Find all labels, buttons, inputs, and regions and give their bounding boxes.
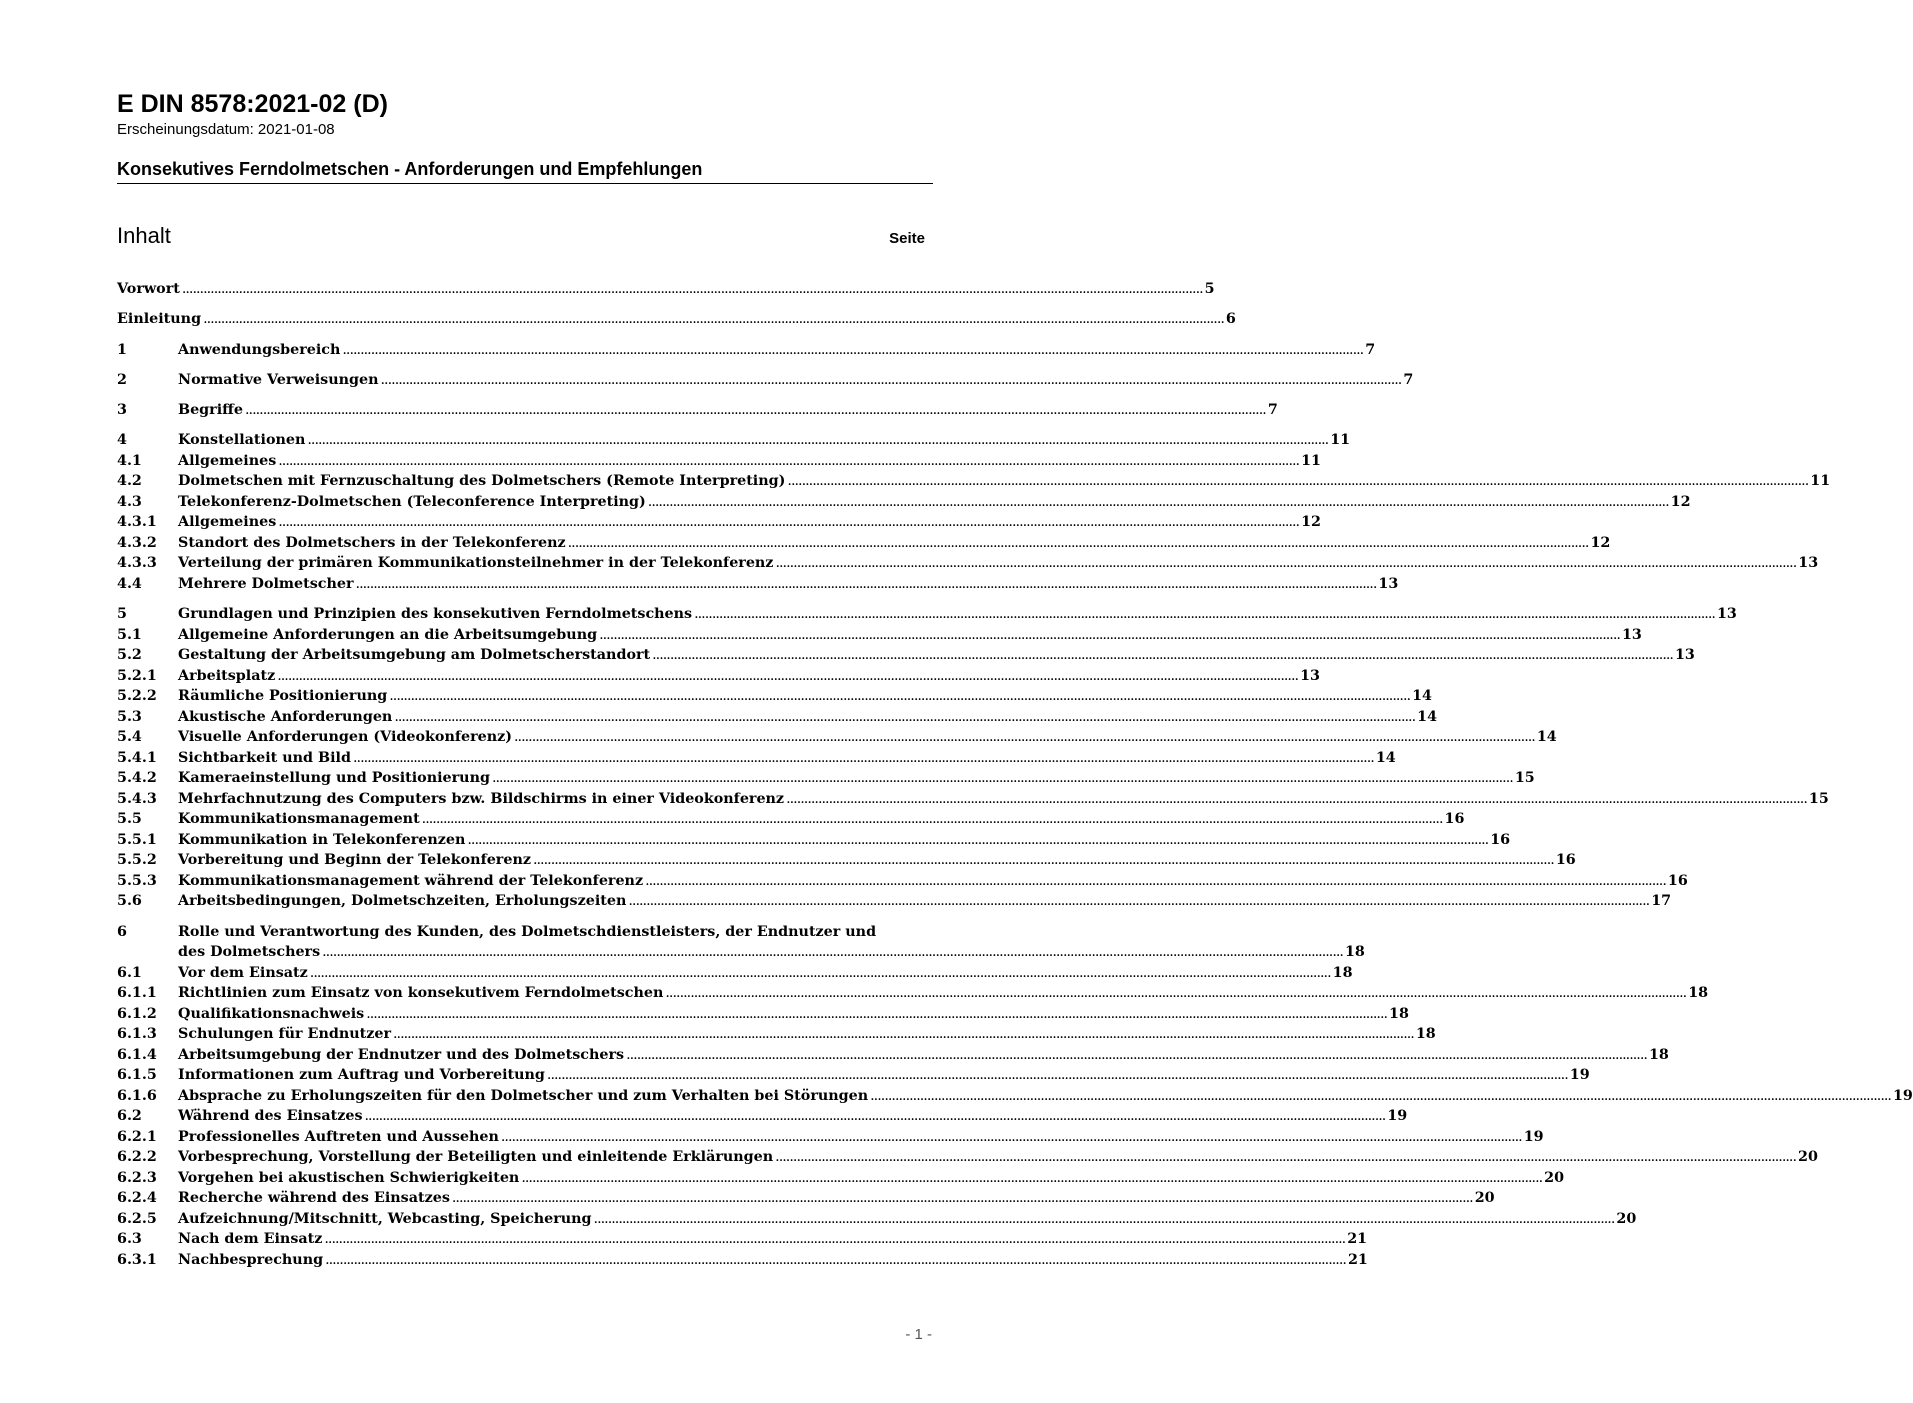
toc-entry-title-line2: des Dolmetschers — [178, 944, 321, 961]
toc-entry-page: 19 — [1569, 1067, 1590, 1084]
toc-entry-title: Visuelle Anforderungen (Videokonferenz) — [178, 729, 512, 746]
toc-entry-title: Normative Verweisungen — [178, 371, 379, 388]
toc-entry-number: 4.3.2 — [117, 534, 157, 551]
dot-leader — [648, 492, 1669, 513]
toc-entry[interactable] — [117, 707, 1438, 728]
toc-entry-page: 7 — [1267, 402, 1278, 419]
toc-entry[interactable] — [117, 768, 1535, 789]
toc-entry-page: 11 — [1330, 432, 1351, 449]
toc-entry[interactable] — [117, 533, 1611, 554]
dot-leader — [389, 686, 1410, 707]
toc-entry-page: 18 — [1688, 985, 1709, 1002]
toc-entry[interactable] — [117, 604, 1737, 625]
page-number: - 1 - — [905, 1326, 932, 1343]
publication-date: Erscheinungsdatum: 2021-01-08 — [117, 121, 335, 138]
toc-entry-title-line1: Rolle und Verantwortung des Kunden, des Dolmetschdienstleisters, der Endnutzer und — [178, 923, 877, 940]
toc-entry-title: Allgemeines — [178, 452, 277, 469]
toc-entry-page: 19 — [1387, 1108, 1408, 1125]
toc-entry[interactable] — [117, 666, 1320, 687]
toc-entry-title: Qualifikationsnachweis — [178, 1005, 365, 1022]
dot-leader — [324, 1229, 1345, 1250]
toc-entry-title: Kommunikationsmanagement während der Telekonferenz — [178, 872, 644, 889]
toc-entry-page: 14 — [1536, 729, 1557, 746]
dot-leader — [568, 533, 1589, 554]
toc-entry[interactable] — [117, 400, 1278, 421]
toc-entry-page: 12 — [1670, 493, 1691, 510]
toc-entry-title: Vorwort — [117, 281, 180, 297]
toc-entry-page: 19 — [1523, 1128, 1544, 1145]
toc-entry-title: Räumliche Positionierung — [178, 688, 388, 705]
toc-entry-page: 18 — [1415, 1026, 1436, 1043]
dot-leader — [245, 400, 1266, 421]
toc-entry-title: Schulungen für Endnutzer — [178, 1026, 391, 1043]
toc-entry-page: 7 — [1365, 341, 1376, 358]
toc-entry-number: 5.5 — [117, 811, 142, 828]
toc-entry-page: 21 — [1347, 1251, 1368, 1268]
toc-entry-title: Mehrere Dolmetscher — [178, 575, 354, 592]
toc-entry-page: 15 — [1514, 770, 1535, 787]
dot-leader — [599, 625, 1620, 646]
toc-entry[interactable] — [117, 1004, 1409, 1025]
toc-entry-title: Begriffe — [178, 402, 243, 419]
toc-entry-page: 12 — [1301, 514, 1321, 531]
toc-entry-page: 11 — [1810, 473, 1831, 490]
toc-entry[interactable] — [117, 1127, 1544, 1148]
toc-entry[interactable] — [117, 1065, 1590, 1086]
toc-entry-page: 18 — [1389, 1005, 1409, 1022]
dot-leader — [307, 430, 1328, 451]
toc-entry[interactable] — [117, 1168, 1565, 1189]
toc-entry-number: 5.5.1 — [117, 831, 157, 848]
toc-entry[interactable] — [117, 574, 1399, 595]
toc-entry-page: 20 — [1616, 1210, 1637, 1227]
dot-leader — [652, 645, 1673, 666]
toc-entry[interactable] — [117, 871, 1688, 892]
dot-leader — [278, 451, 1299, 472]
dot-leader — [394, 707, 1415, 728]
toc-entry-number: 4.4 — [117, 575, 142, 592]
toc-entry-page: 18 — [1332, 964, 1353, 981]
dot-leader — [381, 370, 1402, 391]
toc-entry-page: 5 — [1204, 281, 1215, 297]
dot-leader — [310, 963, 1331, 984]
toc-entry-page: 11 — [1301, 452, 1321, 469]
dot-leader — [452, 1188, 1473, 1209]
toc-entry[interactable] — [117, 850, 1576, 871]
toc-entry-number: 4 — [117, 432, 127, 449]
toc-entry-number: 6.3 — [117, 1231, 142, 1248]
dot-leader — [501, 1127, 1522, 1148]
toc-entry-number: 5.3 — [117, 708, 142, 725]
toc-entry-number: 6.1.2 — [117, 1005, 157, 1022]
dot-leader — [628, 891, 1649, 912]
dot-leader — [694, 604, 1715, 625]
toc-entry-title: Standort des Dolmetschers in der Telekonferenz — [178, 534, 566, 551]
toc-entry-title: Einleitung — [117, 311, 202, 328]
toc-entry[interactable] — [117, 1229, 1368, 1250]
toc-entry[interactable] — [117, 1250, 1368, 1271]
toc-entry-title: Telekonferenz-Dolmetschen (Teleconference Interpreting) — [178, 493, 646, 510]
toc-entry-page: 16 — [1555, 852, 1576, 869]
toc-entry-number: 5 — [117, 606, 127, 623]
toc-entry-number: 5.6 — [117, 893, 142, 910]
toc-entry-title: Richtlinien zum Einsatz von konsekutivem Ferndolmetschen — [178, 985, 664, 1002]
toc-entry-number: 5.2.1 — [117, 667, 157, 684]
dot-leader — [393, 1024, 1414, 1045]
toc-entry-page: 15 — [1808, 790, 1829, 807]
toc-entry-number: 2 — [117, 371, 127, 388]
toc-entry[interactable] — [117, 809, 1465, 830]
toc-entry-number: 6.1 — [117, 964, 142, 981]
toc-entry-number: 6.2.5 — [117, 1210, 157, 1227]
toc-entry[interactable] — [117, 963, 1353, 984]
toc-entry-title: Professionelles Auftreten und Aussehen — [178, 1128, 499, 1145]
toc-entry-page: 20 — [1544, 1169, 1565, 1186]
toc-entry-page: 13 — [1621, 626, 1642, 643]
toc-entry-title: Absprache zu Erholungszeiten für den Dolmetscher und zum Verhalten bei Störungen — [178, 1087, 869, 1104]
dot-leader — [521, 1168, 1542, 1189]
dot-leader — [365, 1106, 1386, 1127]
toc-entry-title: Gestaltung der Arbeitsumgebung am Dolmetscherstandort — [178, 647, 651, 664]
toc-entry-number: 4.3.3 — [117, 555, 157, 572]
toc-entry[interactable] — [117, 645, 1695, 666]
toc-entry-title: Arbeitsbedingungen, Dolmetschzeiten, Erholungszeiten — [178, 893, 627, 910]
toc-entry[interactable] — [117, 1024, 1436, 1045]
toc-entry-number: 5.4.2 — [117, 770, 157, 787]
toc-entry-page: 6 — [1225, 311, 1236, 328]
toc-entry[interactable] — [117, 370, 1414, 391]
toc-heading: Inhalt — [117, 223, 171, 248]
toc-entry[interactable] — [117, 922, 1365, 963]
toc-entry-title: Aufzeichnung/Mitschnitt, Webcasting, Speicherung — [178, 1210, 592, 1227]
dot-leader — [322, 942, 1343, 963]
toc-entry-number: 6.1.3 — [117, 1026, 157, 1043]
toc-entry-number: 4.1 — [117, 452, 142, 469]
toc-entry-page: 17 — [1651, 893, 1672, 910]
toc-entry-page: 16 — [1667, 872, 1688, 889]
toc-entry-number: 6.1.1 — [117, 985, 157, 1002]
toc-entry-title: Arbeitsumgebung der Endnutzer und des Dolmetschers — [178, 1046, 625, 1063]
toc-entry-page: 20 — [1798, 1149, 1818, 1166]
toc-entry-title: Dolmetschen mit Fernzuschaltung des Dolmetschers (Remote Interpreting) — [178, 473, 786, 490]
dot-leader — [356, 574, 1377, 595]
toc-entry[interactable] — [117, 553, 1819, 574]
toc-entry-page: 14 — [1375, 749, 1396, 766]
toc-entry-number: 6.1.5 — [117, 1067, 157, 1084]
toc-entry-page: 16 — [1444, 811, 1465, 828]
toc-entry-page: 12 — [1590, 534, 1611, 551]
dot-leader — [467, 830, 1488, 851]
dot-leader — [665, 983, 1686, 1004]
toc-entry-title: Anwendungsbereich — [178, 341, 341, 358]
toc-entry-title: Kommunikation in Telekonferenzen — [178, 831, 466, 848]
toc-entry[interactable] — [117, 430, 1351, 451]
toc-entry[interactable] — [117, 512, 1321, 533]
dot-leader — [533, 850, 1554, 871]
dot-leader — [870, 1086, 1891, 1107]
toc-entry-page: 18 — [1344, 944, 1365, 961]
dot-leader — [353, 748, 1374, 769]
toc-entry-number: 6.1.6 — [117, 1087, 157, 1104]
toc-entry-page: 19 — [1892, 1087, 1913, 1104]
toc-entry-number: 5.5.2 — [117, 852, 157, 869]
toc-entry-number: 6.2.1 — [117, 1128, 157, 1145]
toc-entry-title: Vorgehen bei akustischen Schwierigkeiten — [178, 1169, 520, 1186]
toc-entry[interactable] — [117, 340, 1376, 361]
toc-entry-number: 5.5.3 — [117, 872, 157, 889]
toc-entry-title: Konstellationen — [178, 432, 306, 449]
toc-entry-number: 6 — [117, 923, 127, 940]
toc-entry-title: Allgemeine Anforderungen an die Arbeitsumgebung — [178, 626, 598, 643]
dot-leader — [594, 1209, 1615, 1230]
dot-leader — [775, 553, 1796, 574]
toc-entry-number: 6.2.2 — [117, 1149, 157, 1166]
toc-entry-page: 13 — [1716, 606, 1737, 623]
dot-leader — [182, 279, 1203, 300]
toc-entry-number: 6.2.4 — [117, 1190, 157, 1207]
header-divider — [117, 183, 933, 184]
toc-entry-title: Akustische Anforderungen — [178, 708, 393, 725]
toc-entry-page: 14 — [1417, 708, 1438, 725]
dot-leader — [277, 666, 1298, 687]
toc-entry-number: 3 — [117, 402, 127, 419]
toc-entry[interactable] — [117, 1188, 1495, 1209]
dot-leader — [645, 871, 1666, 892]
toc-entry-title: Vorbesprechung, Vorstellung der Beteiligten und einleitende Erklärungen — [178, 1149, 774, 1166]
toc-entry[interactable] — [117, 686, 1432, 707]
toc-entry-page: 14 — [1412, 688, 1432, 705]
toc-entry[interactable] — [117, 309, 1236, 330]
toc-entry-title: Nach dem Einsatz — [178, 1231, 323, 1248]
toc-entry[interactable] — [117, 471, 1831, 492]
toc-entry[interactable] — [117, 1209, 1637, 1230]
toc-entry-page: 16 — [1490, 831, 1511, 848]
toc-entry[interactable] — [117, 789, 1829, 810]
dot-leader — [492, 768, 1513, 789]
dot-leader — [342, 340, 1363, 361]
table-of-contents — [117, 279, 1913, 1270]
toc-entry[interactable] — [117, 1147, 1818, 1168]
toc-entry-number: 6.2.3 — [117, 1169, 157, 1186]
toc-entry-page: 20 — [1474, 1190, 1495, 1207]
toc-entry-page: 13 — [1378, 575, 1399, 592]
dot-leader — [775, 1147, 1796, 1168]
toc-entry-number: 1 — [117, 341, 127, 358]
toc-entry-page: 18 — [1648, 1046, 1669, 1063]
dot-leader — [203, 309, 1224, 330]
toc-entry[interactable] — [117, 451, 1321, 472]
toc-entry-number: 5.1 — [117, 626, 142, 643]
toc-entry-number: 4.2 — [117, 473, 142, 490]
toc-entry-number: 4.3 — [117, 493, 142, 510]
toc-entry[interactable] — [117, 492, 1691, 513]
toc-entry-number: 6.1.4 — [117, 1046, 157, 1063]
dot-leader — [786, 789, 1807, 810]
toc-entry-title: Nachbesprechung — [178, 1251, 324, 1268]
toc-entry-number: 4.3.1 — [117, 514, 157, 531]
dot-leader — [366, 1004, 1387, 1025]
toc-entry[interactable] — [117, 1086, 1913, 1107]
toc-entry[interactable] — [117, 1045, 1669, 1066]
dot-leader — [787, 471, 1808, 492]
toc-entry[interactable] — [117, 748, 1396, 769]
toc-entry-title: Recherche während des Einsatzes — [178, 1190, 450, 1207]
toc-entry-title: Mehrfachnutzung des Computers bzw. Bildschirms in einer Videokonferenz — [178, 790, 785, 807]
dot-leader — [422, 809, 1443, 830]
dot-leader — [325, 1250, 1346, 1271]
dot-leader — [547, 1065, 1568, 1086]
toc-entry-number: 5.4 — [117, 729, 142, 746]
toc-entry-title: Sichtbarkeit und Bild — [178, 749, 351, 766]
toc-entry-title: Verteilung der primären Kommunikationsteilnehmer in der Telekonferenz — [178, 555, 774, 572]
toc-entry-title: Allgemeines — [178, 514, 277, 531]
toc-entry[interactable] — [117, 279, 1215, 300]
document-id: E DIN 8578:2021-02 (D) — [117, 90, 388, 118]
toc-entry-page: 21 — [1347, 1231, 1368, 1248]
toc-entry-title: Während des Einsatzes — [178, 1108, 363, 1125]
toc-entry[interactable] — [117, 625, 1642, 646]
toc-entry-number: 5.2.2 — [117, 688, 157, 705]
toc-entry-number: 6.3.1 — [117, 1251, 157, 1268]
toc-entry-title: Kommunikationsmanagement — [178, 811, 420, 828]
toc-entry-title: Vor dem Einsatz — [178, 964, 308, 981]
toc-entry-number: 5.4.3 — [117, 790, 157, 807]
dot-leader — [514, 727, 1535, 748]
toc-entry[interactable] — [117, 830, 1511, 851]
toc-entry-page: 7 — [1403, 371, 1414, 388]
toc-entry[interactable] — [117, 983, 1709, 1004]
toc-entry-page: 13 — [1300, 667, 1320, 684]
toc-entry-title: Vorbereitung und Beginn der Telekonferenz — [178, 852, 531, 869]
toc-entry-title: Grundlagen und Prinzipien des konsekutiven Ferndolmetschens — [178, 606, 693, 623]
toc-entry-number: 6.2 — [117, 1108, 142, 1125]
dot-leader — [278, 512, 1299, 533]
toc-entry[interactable] — [117, 1106, 1408, 1127]
toc-entry-page: 13 — [1674, 647, 1695, 664]
toc-entry-title: Arbeitsplatz — [178, 667, 276, 684]
toc-entry-number: 5.4.1 — [117, 749, 157, 766]
toc-entry-page: 13 — [1798, 555, 1819, 572]
toc-entry-number: 5.2 — [117, 647, 142, 664]
page-column-label: Seite — [889, 230, 925, 247]
dot-leader — [626, 1045, 1647, 1066]
toc-entry-title: Kameraeinstellung und Positionierung — [178, 770, 490, 787]
toc-entry-title: Informationen zum Auftrag und Vorbereitung — [178, 1067, 545, 1084]
document-subtitle: Konsekutives Ferndolmetschen - Anforderungen und Empfehlungen — [117, 159, 703, 179]
toc-entry[interactable] — [117, 727, 1557, 748]
toc-entry[interactable] — [117, 891, 1672, 912]
